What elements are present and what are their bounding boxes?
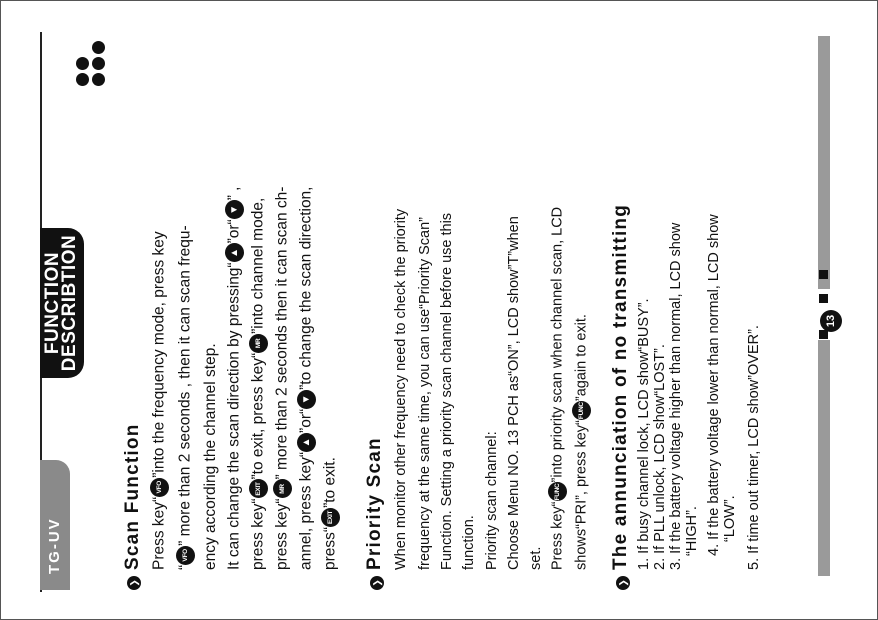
priority-line-3: Function. Setting a priority scan channel before use this [439, 212, 455, 570]
scan-line-5: press key“EXIT”to exit, press key“MR”into channel mode, [249, 197, 267, 570]
bullet-arrow-icon: ❯ [370, 576, 384, 590]
priority-line-9: shows“PRI”, press key“FUNC”again to exit. [573, 314, 590, 570]
scan-function-heading: Scan Function [122, 423, 143, 570]
scan-line-1: Press key“VFO”into the frequency mode, press key [150, 231, 168, 570]
mr-key-icon: MR [273, 480, 292, 499]
annunciation-line-2: 2. If PLL unlock, LCD show“LOST”. [652, 344, 668, 570]
down-key-icon: ▼ [225, 200, 244, 219]
page-number: 13 [820, 310, 842, 332]
vfo-key-icon: VFO [150, 478, 169, 497]
dot-icon [76, 73, 89, 86]
exit-key-icon: EXIT [249, 480, 268, 499]
up-key-icon: ▲ [297, 433, 316, 452]
exit-key-icon: EXIT [321, 508, 340, 527]
scan-line-2: “VFO” more than 2 seconds , then it can scan frequ- [176, 225, 194, 570]
annunciation-line-3b: “HIGH”. [684, 506, 700, 556]
annunciation-line-4b: “LOW”. [722, 495, 738, 542]
annunciation-line-4: 4. If the battery voltage lower than normal, LCD show [706, 214, 722, 556]
down-key-icon: ▼ [297, 390, 316, 409]
priority-line-5: Priority scan channel: [484, 431, 500, 570]
rotated-page [40, 30, 840, 590]
dot-icon [76, 57, 89, 70]
scan-line-6: press key“MR” more than 2 seconds then it can scan ch- [273, 186, 291, 570]
banner-title-line2: DESCRIBTION [59, 234, 80, 372]
annunciation-heading: The annunciation of no transmitting [610, 203, 631, 570]
up-key-icon: ▲ [225, 243, 244, 262]
model-label: TG-UV [46, 517, 63, 574]
bullet-arrow-icon: ❯ [127, 576, 141, 590]
banner-title-line1: FUNCTION [42, 251, 63, 355]
bullet-arrow-icon: ❯ [616, 576, 630, 590]
decorative-dots [76, 32, 120, 92]
priority-scan-heading: Priority Scan [364, 437, 385, 570]
priority-line-7: set. [528, 546, 544, 570]
mr-key-icon: MR [249, 334, 268, 353]
section-banner [40, 228, 84, 378]
func-key-icon: FUNC [572, 401, 591, 420]
priority-line-6: Choose Menu NO. 13 PCH as“ON”, LCD show”T”when [506, 216, 522, 570]
vfo-key-icon: VFO [176, 546, 195, 565]
scan-line-4: It can change the scan direction by pressing“▲”or“▼” , [225, 186, 243, 570]
priority-line-1: When monitor other frequency need to check the priority [393, 208, 409, 570]
annunciation-line-1: 1. If busy channel lock, LCD show“BUSY”. [636, 298, 652, 570]
scan-line-7: annel, press key“▲”or“▼”to change the scan direction, [297, 186, 315, 570]
scan-line-3: ency according the channel step. [202, 343, 219, 570]
priority-line-4: function. [461, 515, 477, 570]
dot-icon [92, 41, 105, 54]
dot-icon [92, 73, 105, 86]
priority-line-8: Press key“FUNC”into priority scan when channel scan, LCD [549, 206, 566, 570]
func-key-icon: FUNC [548, 483, 567, 502]
scan-line-8: press“EXIT”to exit. [321, 457, 339, 570]
annunciation-line-5: 5. If time out timer, LCD show”OVER”. [746, 325, 762, 570]
annunciation-line-3: 3. If the battery voltage higher than normal, LCD show [668, 222, 684, 570]
model-tab [40, 460, 70, 590]
priority-line-2: frequency at the same time, you can use“Priority Scan” [417, 217, 433, 570]
dot-icon [92, 57, 105, 70]
